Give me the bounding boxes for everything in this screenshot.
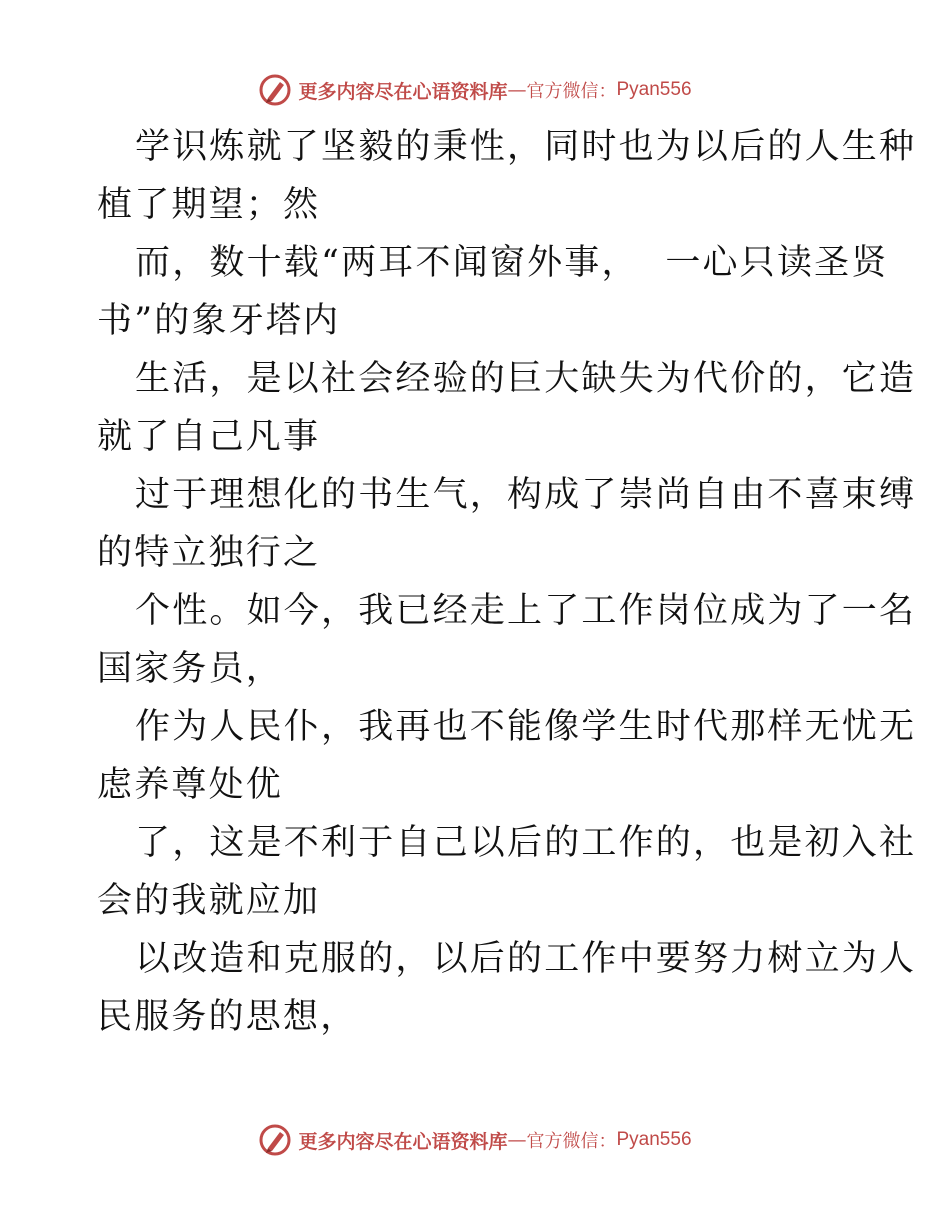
pen-logo-icon: [258, 1123, 292, 1157]
body-line: 过于理想化的书生气，构成了崇尚自由不喜束缚: [135, 475, 917, 515]
footer-wechat-label: 官方微信：: [526, 1131, 617, 1152]
document-body: [97, 118, 917, 1046]
header-wechat-label: 官方微信：: [526, 81, 617, 102]
body-line: 虑养尊处优: [97, 765, 284, 805]
body-line: 书”的象牙塔内: [97, 301, 341, 341]
header-separator: —: [507, 79, 527, 101]
body-line: 了，这是不利于自己以后的工作的，也是初入社: [135, 823, 917, 863]
body-line: 民服务的思想，: [97, 997, 358, 1037]
body-line: 以改造和克服的，以后的工作中要努力树立为人: [135, 939, 917, 979]
footer-site-name: 更多内容尽在心语资料库: [298, 1130, 508, 1153]
footer-wechat-id: Pyan556: [616, 1129, 692, 1150]
body-line: 会的我就应加: [97, 881, 321, 921]
body-line: 个性。如今，我已经走上了工作岗位成为了一名: [135, 591, 917, 631]
body-line: 植了期望；然: [97, 185, 321, 225]
body-line: 生活，是以社会经验的巨大缺失为代价的，它造: [135, 359, 917, 399]
footer-separator: —: [507, 1129, 527, 1151]
header-banner: [0, 70, 950, 110]
body-line: 学识炼就了坚毅的秉性，同时也为以后的人生种: [135, 127, 917, 167]
pen-logo-icon: [258, 73, 292, 107]
body-line: 就了自己凡事: [97, 417, 321, 457]
header-wechat-id: Pyan556: [616, 79, 692, 100]
body-line: 作为人民仆，我再也不能像学生时代那样无忧无: [135, 707, 917, 747]
footer-banner: [0, 1120, 950, 1160]
body-line: 而，数十载“两耳不闻窗外事， 一心只读圣贤: [135, 243, 889, 283]
header-site-name: 更多内容尽在心语资料库: [298, 80, 508, 103]
body-line: 国家务员，: [97, 649, 284, 689]
body-line: 的特立独行之: [97, 533, 321, 573]
